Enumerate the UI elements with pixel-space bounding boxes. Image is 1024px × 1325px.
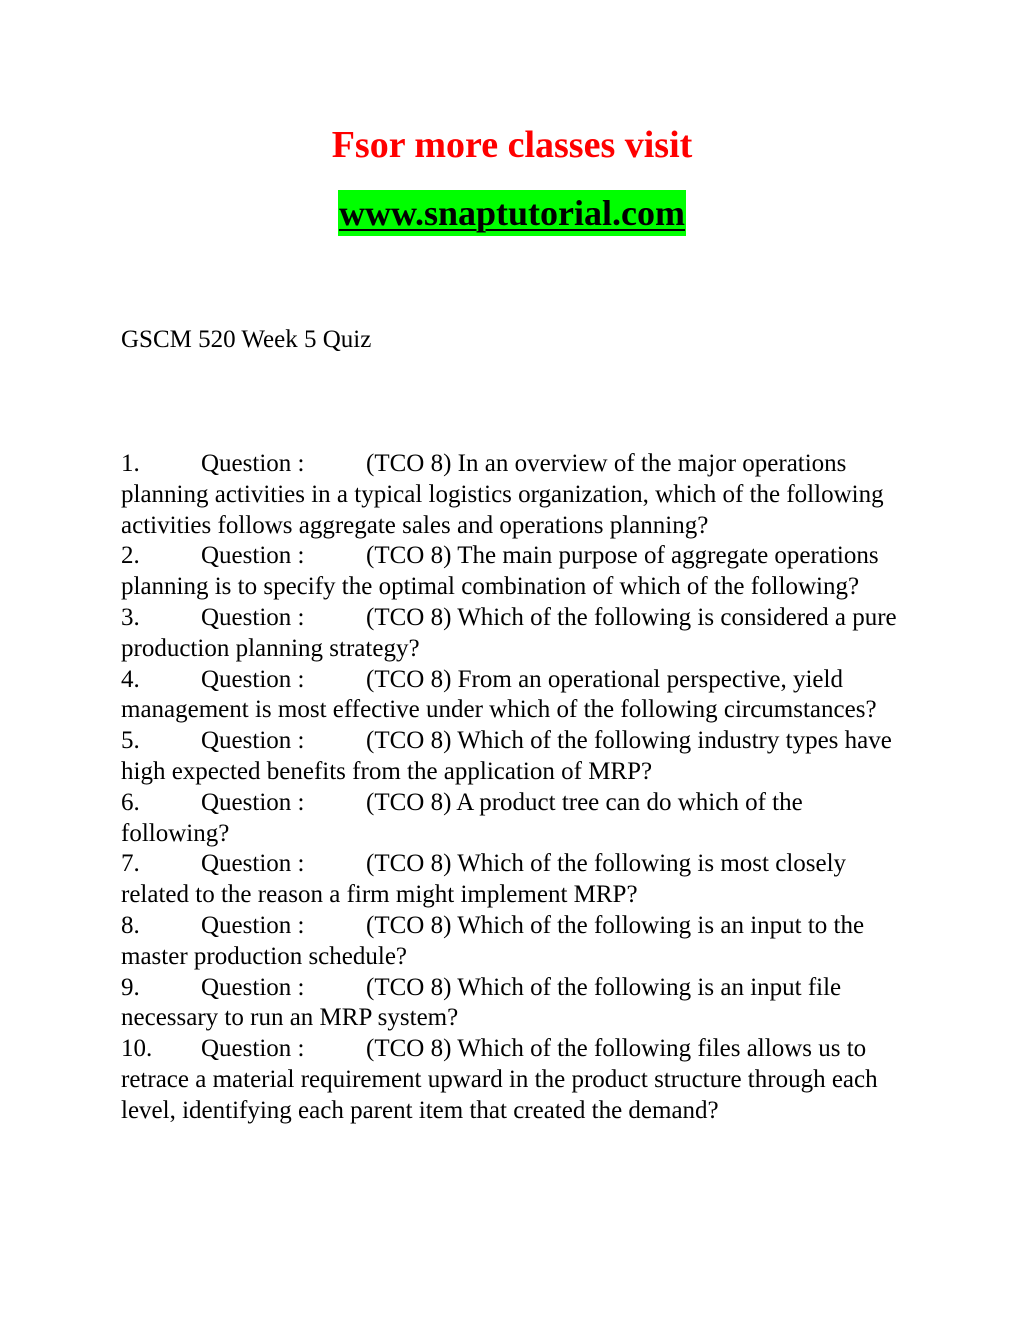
question-number: 9. (121, 973, 140, 1001)
question-label: Question : (201, 727, 305, 755)
question-text: (TCO 8) Which of the following is considered a pure production planning strategy? (121, 603, 897, 662)
question-item (121, 1034, 911, 1126)
question-item (121, 603, 911, 665)
question-label: Question : (201, 911, 305, 939)
question-label: Question : (201, 450, 305, 477)
question-number: 3. (121, 603, 140, 631)
question-text: (TCO 8) From an operational perspective, yield management is most effective under which of the following circumstances? (121, 665, 877, 724)
question-text: (TCO 8) Which of the following is an input to the master production schedule? (121, 911, 865, 970)
question-number: 8. (121, 911, 140, 939)
question-text: (TCO 8) Which of the following files allows us to retrace a material requirement upward in the product structure through each level, identifying each parent item that created the demand? (121, 1035, 878, 1124)
question-item (121, 726, 911, 788)
promo-link-wrapper (0, 190, 1024, 236)
question-number: 4. (121, 665, 140, 693)
question-item (121, 973, 911, 1035)
question-number: 1. (121, 450, 140, 477)
document-title: GSCM 520 Week 5 Quiz (121, 326, 372, 353)
question-number: 5. (121, 727, 140, 755)
question-number: 6. (121, 788, 140, 816)
question-text: (TCO 8) Which of the following is an input file necessary to run an MRP system? (121, 973, 842, 1032)
promo-title: Fsor more classes visit (331, 124, 693, 166)
promo-link[interactable]: www.snaptutorial.com (338, 190, 686, 236)
question-label: Question : (201, 788, 305, 816)
question-list (121, 449, 911, 1127)
question-label: Question : (201, 542, 305, 570)
question-text: (TCO 8) A product tree can do which of the following? (121, 788, 803, 847)
question-item (121, 911, 911, 973)
question-item (121, 788, 911, 850)
question-item (121, 849, 911, 911)
question-number: 10. (121, 1035, 153, 1063)
question-item (121, 665, 911, 727)
question-number: 7. (121, 850, 140, 878)
question-item (121, 449, 911, 541)
question-label: Question : (201, 1035, 305, 1063)
question-label: Question : (201, 850, 305, 878)
question-number: 2. (121, 542, 140, 570)
question-label: Question : (201, 973, 305, 1001)
question-text: (TCO 8) The main purpose of aggregate operations planning is to specify the optimal combination of which of the following? (121, 542, 879, 601)
question-label: Question : (201, 665, 305, 693)
question-text: (TCO 8) Which of the following is most closely related to the reason a firm might implement MRP? (121, 850, 847, 909)
question-item (121, 541, 911, 603)
question-text: (TCO 8) In an overview of the major operations planning activities in a typical logistics organization, which of the following activities follows aggregate sales and operations planning? (121, 450, 884, 539)
question-label: Question : (201, 603, 305, 631)
question-text: (TCO 8) Which of the following industry types have high expected benefits from the application of MRP? (121, 727, 892, 785)
